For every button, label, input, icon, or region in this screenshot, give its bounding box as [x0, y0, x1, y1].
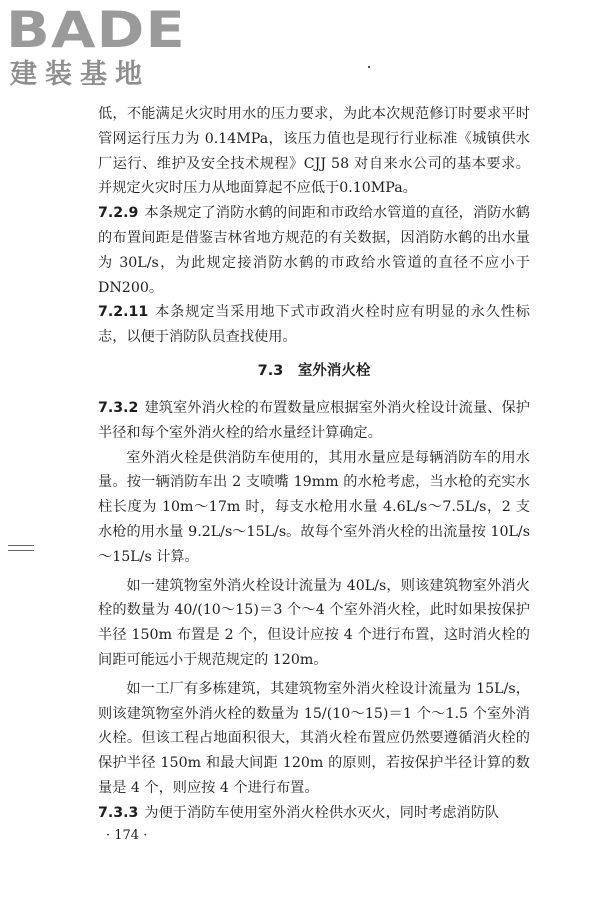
speck-mark — [368, 66, 370, 68]
page-number: · 174 · — [106, 828, 148, 843]
clause-text: 为便于消防车使用室外消火栓供水灭火，同时考虑消防队 — [144, 804, 500, 821]
clause-text: 本条规定当采用地下式市政消火栓时应有明显的永久性标志，以便于消防队员查找使用。 — [98, 304, 530, 346]
clause-number: 7.2.9 — [98, 205, 139, 222]
paragraph-usage: 室外消火栓是供消防车使用的，其用水量应是每辆消防车的用水量。按一辆消防车出 2 支喷嘴 19mm 的水枪考虑，当水枪的充实水柱长度为 10m～17m 时，每支水枪用水量 4.6L/s～7.5L/s，2 支水枪的用水量 9.2L/s～15L/s。故每个室外消火栓的出流量按 10L/s～15L/s 计算。 — [98, 449, 530, 565]
page-body — [98, 102, 530, 826]
paragraph-example-1: 如一建筑物室外消火栓设计流量为 40L/s，则该建筑物室外消火栓的数量为 40/(10～15)＝3 个～4 个室外消火栓，此时如果按保护半径 150m 布置是 2 个，但设计应按 4 个进行布置，这时消火栓的间距可能远小于规范规定的 120m。 — [98, 577, 530, 668]
clause-7-3-2 — [98, 396, 530, 446]
clause-number: 7.3.2 — [98, 399, 139, 416]
logo-subtitle: 建装基地 — [10, 59, 150, 90]
clause-number: 7.3.3 — [98, 804, 139, 821]
clause-text: 本条规定了消防水鹤的间距和市政给水管道的直径，消防水鹤的布置间距是借鉴吉林省地方规范的有关数据，因消防水鹤的出水量为 30L/s，为此规定接消防水鹤的市政给水管道的直径不应小于 DN200。 — [98, 205, 530, 296]
margin-double-line — [8, 545, 34, 551]
clause-7-2-9 — [98, 201, 530, 300]
clause-text: 建筑室外消火栓的布置数量应根据室外消火栓设计流量、保护半径和每个室外消火栓的给水量经计算确定。 — [98, 399, 530, 441]
paragraph-example-2: 如一工厂有多栋建筑，其建筑物室外消火栓设计流量为 15L/s，则该建筑物室外消火栓的数量为 15/(10～15)＝1 个～1.5 个室外消火栓。但该工程占地面积很大，其消火栓布置应仍然要遵循消火栓的保护半径 150m 和最大间距 120m 的原则，若按保护半径计算的数量是 4 个，则应按 4 个进行布置。 — [98, 680, 530, 796]
bade-logo — [6, 1, 186, 94]
section-heading: 7.3 室外消火栓 — [257, 362, 371, 379]
paragraph-continued: 低，不能满足火灾时用水的压力要求，为此本次规范修订时要求平时管网运行压力为 0.14MPa，该压力值也是现行行业标准《城镇供水厂运行、维护及安全技术规程》CJJ 58 对自来水公司的基本要求。并规定火灾时压力从地面算起不应低于0.10MPa。 — [98, 106, 530, 197]
clause-7-3-3 — [98, 801, 530, 826]
clause-number: 7.2.11 — [98, 304, 149, 321]
logo-wordmark: BADE — [6, 1, 186, 59]
clause-7-2-11 — [98, 300, 530, 350]
